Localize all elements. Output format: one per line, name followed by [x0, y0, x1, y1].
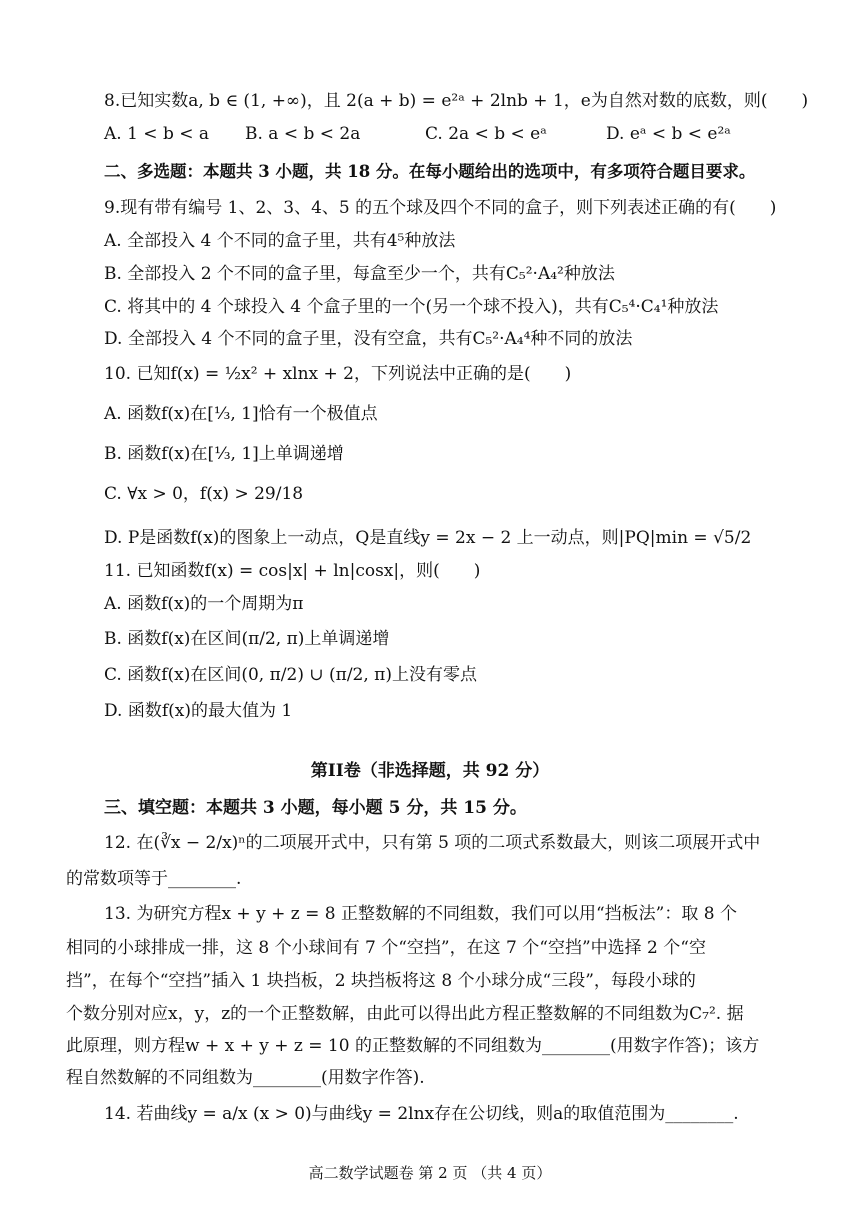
q10-option-a: A. 函数f(x)在[⅓, 1]恰有一个极值点 [104, 404, 378, 424]
q8-option-d: D. eᵃ < b < e²ᵃ [606, 124, 731, 144]
q13-line-2: 相同的小球排成一排，这 8 个小球间有 7 个“空挡”，在这 7 个“空挡”中选择 2 个“空 [66, 938, 706, 958]
q11-option-a: A. 函数f(x)的一个周期为π [104, 594, 304, 614]
q12-line-2: 的常数项等于________. [66, 869, 242, 889]
q13-line-6: 程自然数解的不同组数为________(用数字作答). [66, 1068, 425, 1088]
q9-option-c: C. 将其中的 4 个球投入 4 个盒子里的一个(另一个球不投入)，共有C₅⁴·C₄¹种放法 [104, 297, 719, 317]
part2-title: 第II卷（非选择题，共 92 分） [310, 761, 550, 781]
q10-option-d: D. P是函数f(x)的图象上一动点，Q是直线y = 2x − 2 上一动点，则|PQ|min = √5/2 [104, 528, 752, 548]
q13-line-4: 个数分别对应x，y，z的一个正整数解，由此可以得出此方程正整数解的不同组数为C₇². 据 [66, 1004, 744, 1024]
q8-option-a: A. 1 < b < a [104, 124, 210, 144]
page-footer: 高二数学试题卷 第 2 页 （共 4 页） [308, 1164, 552, 1182]
q10-option-b: B. 函数f(x)在[⅓, 1]上单调递增 [104, 444, 344, 464]
q14-stem: 14. 若曲线y = a/x (x > 0)与曲线y = 2lnx存在公切线，则a的取值范围为________. [104, 1104, 739, 1124]
q13-line-5: 此原理，则方程w + x + y + z = 10 的正整数解的不同组数为________(用数字作答)；该方 [66, 1036, 760, 1056]
q13-line-3: 挡”，在每个“空挡”插入 1 块挡板，2 块挡板将这 8 个小球分成“三段”，每段小球的 [66, 971, 696, 991]
section3-heading: 三、填空题：本题共 3 小题，每小题 5 分，共 15 分。 [104, 798, 527, 818]
q11-option-c: C. 函数f(x)在区间(0, π/2) ∪ (π/2, π)上没有零点 [104, 665, 477, 685]
q9-stem: 9.现有带有编号 1、2、3、4、5 的五个球及四个不同的盒子，则下列表述正确的有( ) [104, 198, 777, 218]
q9-option-b: B. 全部投入 2 个不同的盒子里，每盒至少一个，共有C₅²·A₄²种放法 [104, 264, 615, 284]
q13-line-1: 13. 为研究方程x + y + z = 8 正整数解的不同组数，我们可以用“挡板法”：取 8 个 [104, 904, 737, 924]
q9-option-a: A. 全部投入 4 个不同的盒子里，共有4⁵种放法 [104, 231, 456, 251]
q12-line-1: 12. 在(∛x − 2/x)ⁿ的二项展开式中，只有第 5 项的二项式系数最大，则该二项展开式中 [104, 833, 761, 853]
q11-option-d: D. 函数f(x)的最大值为 1 [104, 701, 293, 721]
q10-stem: 10. 已知f(x) = ½x² + xlnx + 2，下列说法中正确的是( ) [104, 364, 572, 384]
section2-heading: 二、多选题：本题共 3 小题，共 18 分。在每小题给出的选项中，有多项符合题目要求。 [104, 162, 756, 181]
q10-option-c: C. ∀x > 0，f(x) > 29/18 [104, 484, 304, 504]
q8-option-b: B. a < b < 2a [245, 124, 361, 144]
q11-option-b: B. 函数f(x)在区间(π/2, π)上单调递增 [104, 629, 390, 649]
q9-option-d: D. 全部投入 4 个不同的盒子里，没有空盒，共有C₅²·A₄⁴种不同的放法 [104, 329, 633, 349]
q11-stem: 11. 已知函数f(x) = cos|x| + ln|cosx|，则( ) [104, 561, 481, 581]
q8-option-c: C. 2a < b < eᵃ [425, 124, 547, 144]
q8-stem: 8.已知实数a, b ∈ (1, +∞)，且 2(a + b) = e²ᵃ + 2lnb + 1，e为自然对数的底数，则( ) [104, 91, 809, 111]
